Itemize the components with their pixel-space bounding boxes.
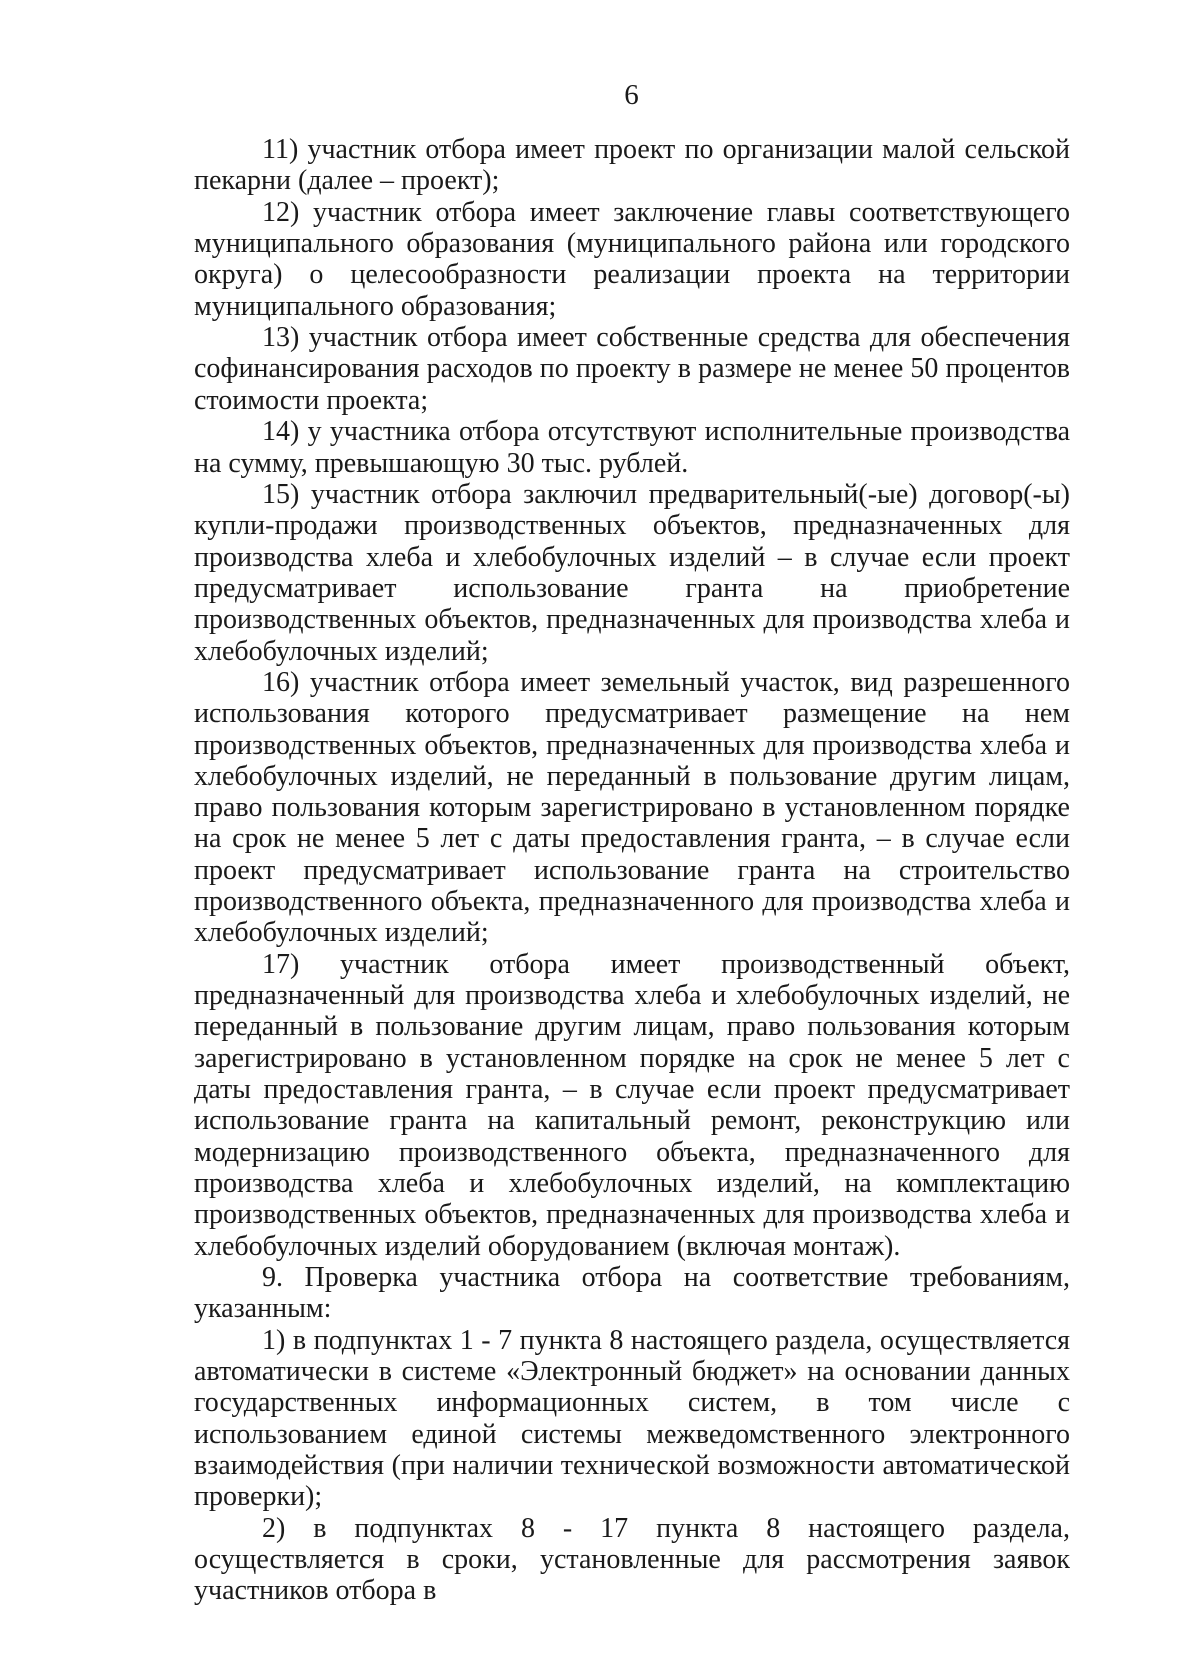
paragraph-item-11: 11) участник отбора имеет проект по организации малой сельской пекарни (далее – проект); (194, 134, 1070, 197)
paragraph-item-13: 13) участник отбора имеет собственные средства для обеспечения софинансирования расходов по проекту в размере не менее 50 процентов стоимости проекта; (194, 322, 1070, 416)
page-number: 6 (624, 79, 639, 111)
paragraph-item-15: 15) участник отбора заключил предварительный(-ые) договор(-ы) купли-продажи производственных объектов, предназначенных для производства хлеба и хлебобулочных изделий – в случае если проект предусматривает использование гранта на приобретение производственных объектов, предназначенных для производства хлеба и хлебобулочных изделий; (194, 479, 1070, 667)
paragraph-subclause-2: 2) в подпунктах 8 - 17 пункта 8 настоящего раздела, осуществляется в сроки, установленные для рассмотрения заявок участников отбора в (194, 1512, 1070, 1607)
paragraph-item-17: 17) участник отбора имеет производственный объект, предназначенный для производства хлеба и хлебобулочных изделий, не переданный в пользование другим лицам, право пользования которым зарегистрировано в установленном порядке на срок не менее 5 лет с даты предоставления гранта, – в случае если проект предусматривает использование гранта на капитальный ремонт, реконструкцию или модернизацию производственного объекта, предназначенного для производства хлеба и хлебобулочных изделий, на комплектацию производственных объектов, предназначенных для производства хлеба и хлебобулочных изделий оборудованием (включая монтаж). (194, 948, 1070, 1262)
paragraph-subclause-1: 1) в подпунктах 1 - 7 пункта 8 настоящего раздела, осуществляется автоматически в системе «Электронный бюджет» на основании данных государственных информационных систем, в том числе с использованием единой системы межведомственного электронного взаимодействия (при наличии технической возможности автоматической проверки); (194, 1324, 1070, 1513)
paragraph-item-14: 14) у участника отбора отсутствуют исполнительные производства на сумму, превышающую 30 тыс. рублей. (194, 416, 1070, 479)
document-body (194, 134, 1070, 1607)
paragraph-item-12: 12) участник отбора имеет заключение главы соответствующего муниципального образования (муниципального района или городского округа) о целесообразности реализации проекта на территории муниципального образования; (194, 196, 1070, 322)
paragraph-clause-9: 9. Проверка участника отбора на соответствие требованиям, указанным: (194, 1262, 1070, 1325)
paragraph-item-16: 16) участник отбора имеет земельный участок, вид разрешенного использования которого предусматривает размещение на нем производственных объектов, предназначенных для производства хлеба и хлебобулочных изделий, не переданный в пользование другим лицам, право пользования которым зарегистрировано в установленном порядке на срок не менее 5 лет с даты предоставления гранта, – в случае если проект предусматривает использование гранта на строительство производственного объекта, предназначенного для производства хлеба и хлебобулочных изделий; (194, 666, 1070, 949)
